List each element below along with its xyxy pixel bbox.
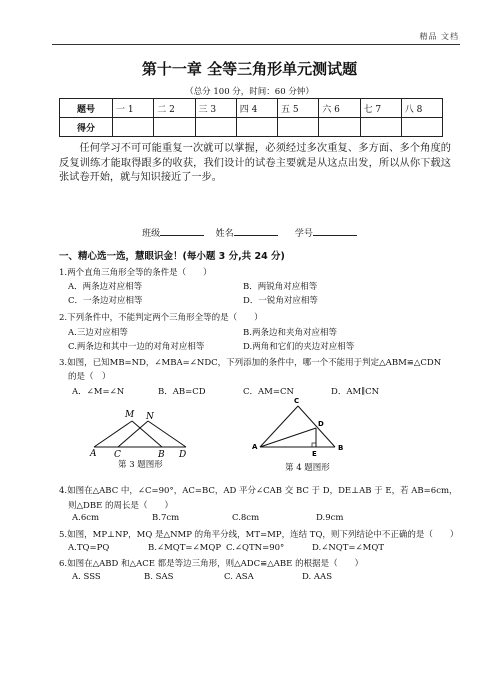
option: A. SSS [72,572,101,582]
score-blank[interactable] [113,118,154,137]
option: D.∠NQT=∠MQT [312,543,384,553]
score-blank[interactable] [195,118,236,137]
score-blank[interactable] [236,118,277,137]
figure-3-diagram [88,405,198,460]
question-stem-continued: 的是（ ） [68,372,111,382]
score-cell: 六 6 [319,99,360,118]
score-cell: 三 3 [195,99,236,118]
option: C. ASA [224,572,254,582]
option: B.两条边和夹角对应相等 [243,328,337,338]
point-label: M [125,410,135,420]
figure-4-caption: 第 4 题图形 [285,463,330,473]
figure-3-caption: 第 3 题图形 [118,460,163,470]
page-subtitle: （总分 100 分，时间：60 分钟） [185,87,314,97]
point-label: D [179,450,187,460]
point-label: B [338,444,344,452]
question-stem: 5.如图，MP⊥NP，MQ 是△NMP 的角平分线，MT=MP，连结 TQ，则下列结论中不正确的是（ ） [59,530,459,540]
id-label: 学号 [294,229,313,239]
question-stem: 4.如图在△ABC 中，∠C=90°，AC=BC，AD 平分∠CAB 交 BC 于 D，DE⊥AB 于 E，若 AB=6cm， [59,486,458,496]
option: C．一条边对应相等 [68,296,143,306]
question-stem: 6.如图在△ABD 和△ACE 都是等边三角形，则△ADC≌△ABE 的根据是（ ） [59,559,364,569]
point-label: B [158,450,165,460]
intro-paragraph: 任何学习不可可能重复一次就可以掌握，必须经过多次重复、多方面、多个角度的反复训练才能取得跟多的收获，我们设计的试卷主要就是从这点出发，所以从你下载这张试卷开始，就与知识接近了一步。 [59,143,451,183]
section-heading: 一、精心选一选，慧眼识金！(每小题 3 分,共 24 分) [59,251,285,262]
option: B.7cm [152,513,180,523]
student-info-line [0,226,499,239]
option: B.∠MQT=∠MQP [148,543,222,553]
option: A.三边对应相等 [68,328,128,338]
score-blank[interactable] [319,118,360,137]
question-stem: 2.下列条件中，不能判定两个三角形全等的是（ ） [59,313,263,323]
name-label: 姓名 [215,229,234,239]
option: C.两条边和其中一边的对角对应相等 [68,342,205,352]
score-blank[interactable] [154,118,195,137]
option: A．∠M=∠N [72,387,125,397]
option: C.8cm [232,513,260,523]
score-blank[interactable] [278,118,319,137]
point-label: N [146,412,154,422]
option: B．两锐角对应相等 [243,282,318,292]
score-cell: 一 1 [113,99,154,118]
option: C.∠QTN=90° [226,543,285,553]
option: D．AM∥CN [331,387,380,397]
score-cell: 二 2 [154,99,195,118]
score-blank[interactable] [401,118,442,137]
figure-4-diagram [250,393,355,461]
question-stem-continued: 则△DBE 的周长是（ ） [68,501,174,511]
question-stem: 1.两个直角三角形全等的条件是（ ） [59,268,212,278]
option: A．两条边对应相等 [68,282,143,292]
score-cell: 得分 [60,118,113,137]
point-label: D [318,420,324,428]
score-table-score-row [60,118,443,137]
option: D.两角和它们的夹边对应相等 [243,342,355,352]
option: D.9cm [316,513,344,523]
score-blank[interactable] [360,118,401,137]
score-table-header-row [60,99,443,118]
score-cell: 五 5 [278,99,319,118]
page-title: 第十一章 全等三角形单元测试题 [141,60,358,78]
name-blank[interactable] [234,226,278,236]
point-label: E [312,450,317,458]
class-blank[interactable] [160,226,204,236]
option: D. AAS [302,572,333,582]
score-cell: 题号 [60,99,113,118]
option: A.TQ=PQ [68,543,110,553]
header-tag: 精品 文档 [419,32,459,41]
option: C．AM=CN [243,387,294,397]
id-blank[interactable] [313,226,357,236]
option: D．一锐角对应相等 [243,296,318,306]
header-divider [52,44,460,45]
point-label: A [252,443,258,451]
point-label: A [90,449,97,459]
option: B．AB=CD [158,387,206,397]
option: B. SAS [144,572,174,582]
score-cell: 四 4 [236,99,277,118]
point-label: C [114,450,121,460]
score-cell: 八 8 [401,99,442,118]
option: A.6cm [72,513,100,523]
point-label: C [294,397,300,405]
class-label: 班级 [142,229,161,239]
score-cell: 七 7 [360,99,401,118]
score-table [59,98,443,137]
question-stem: 3.如图，已知MB=ND，∠MBA=∠NDC，下列添加的条件中，哪一个不能用于判定△ABM≌△CDN [59,358,442,368]
